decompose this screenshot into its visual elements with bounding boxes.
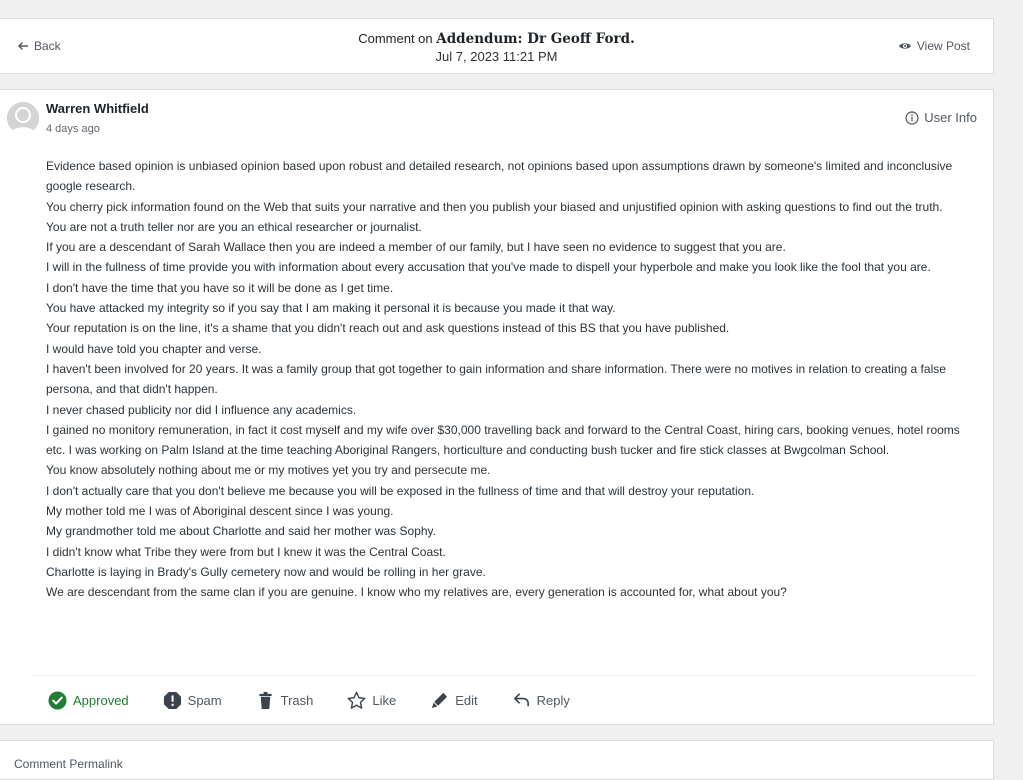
page-title xyxy=(0,30,993,65)
comment-author[interactable]: Warren Whitfield xyxy=(46,101,149,116)
comment-line: You know absolutely nothing about me or my motives yet you try and persecute me. xyxy=(46,463,491,478)
spam-button[interactable] xyxy=(163,691,222,710)
edit-button[interactable] xyxy=(430,691,477,710)
pencil-icon xyxy=(430,691,449,710)
view-post-label: View Post xyxy=(916,39,970,53)
user-info-button[interactable] xyxy=(905,110,977,125)
trash-icon xyxy=(256,691,275,710)
comment-time-ago: 4 days ago xyxy=(46,123,100,135)
eye-icon xyxy=(898,40,912,52)
check-circle-icon xyxy=(48,691,67,710)
comment-header-bar xyxy=(0,18,994,74)
reply-label: Reply xyxy=(536,693,570,708)
back-label: Back xyxy=(34,39,61,53)
comment-line: We are descendant from the same clan if you are genuine. I know who my relatives are, every generation is accounted for, what about you? xyxy=(46,585,787,600)
trash-label: Trash xyxy=(280,693,314,708)
comment-on-prefix: Comment on xyxy=(358,31,433,46)
user-avatar-icon xyxy=(7,102,39,134)
user-info-label: User Info xyxy=(924,110,977,125)
edit-label: Edit xyxy=(455,693,478,708)
comment-line: I don't have the time that you have so it will be done as I get time. xyxy=(46,280,394,295)
comment-line: I didn't know what Tribe they were from but I knew it was the Central Coast. xyxy=(46,544,446,559)
comment-body xyxy=(46,156,981,603)
comment-line: I would have told you chapter and verse. xyxy=(46,341,262,356)
comment-line: I gained no monitory remuneration, in fact it cost myself and my wife over $30,000 travelling back and forward to the Central Coast, hiring cars, booking venues, hotel rooms etc. I was working on Palm Island at the time teaching Aboriginal Rangers, horticulture and conducting bush tucker and fire stick classes at Bwgcolman School. xyxy=(46,422,960,458)
post-title-link[interactable]: Addendum: Dr Geoff Ford. xyxy=(436,31,635,47)
comment-line: I haven't been involved for 20 years. It was a family group that got together to gain information and share information. There were no motives in relation to creating a false persona, and that didn't happen. xyxy=(46,361,946,397)
info-icon xyxy=(905,111,919,125)
approve-label: Approved xyxy=(73,693,129,708)
spam-icon xyxy=(163,691,182,710)
comment-date: Jul 7, 2023 11:21 PM xyxy=(435,49,558,64)
reply-button[interactable] xyxy=(512,691,570,710)
trash-button[interactable] xyxy=(256,691,314,710)
view-post-button[interactable] xyxy=(898,39,970,53)
reply-icon xyxy=(512,691,531,710)
comment-card xyxy=(0,89,994,725)
section-title: Comment Permalink xyxy=(14,757,123,771)
comment-line: You are not a truth teller nor are you an ethical researcher or journalist. xyxy=(46,219,422,234)
comment-line: Your reputation is on the line, it's a shame that you didn't reach out and ask questions instead of this BS that you have published. xyxy=(46,321,730,336)
comment-line: I never chased publicity nor did I influence any academics. xyxy=(46,402,357,417)
comment-line: You cherry pick information found on the Web that suits your narrative and then you publish your biased and unjustified opinion with asking questions to find out the truth. xyxy=(46,199,943,214)
comment-line: Evidence based opinion is unbiased opinion based upon robust and detailed research, not opinions based upon assumptions drawn by someone's limited and inconclusive google research. xyxy=(46,159,953,194)
comment-line: I will in the fullness of time provide you with information about every accusation that you've made to dispell your hyperbole and make you look like the fool that you are. xyxy=(46,260,931,275)
approve-button[interactable] xyxy=(48,691,129,710)
comment-line: Charlotte is laying in Brady's Gully cemetery now and would be rolling in her grave. xyxy=(46,564,486,579)
star-icon xyxy=(347,691,366,710)
like-label: Like xyxy=(372,693,397,708)
avatar xyxy=(7,102,39,134)
comment-permalink-section xyxy=(0,740,994,780)
comment-line: My mother told me I was of Aboriginal descent since I was young. xyxy=(46,504,394,519)
comment-line: I don't actually care that you don't believe me because you will be exposed in the fullness of time and that will destroy your reputation. xyxy=(46,483,755,498)
spam-label: Spam xyxy=(187,693,222,708)
comment-actions xyxy=(31,675,976,725)
comment-line: If you are a descendant of Sarah Wallace then you are indeed a member of our family, but I have seen no evidence to suggest that you are. xyxy=(46,240,786,255)
comment-line: My grandmother told me about Charlotte and said her mother was Sophy. xyxy=(46,524,436,539)
like-button[interactable] xyxy=(347,691,396,710)
comment-line: You have attacked my integrity so if you say that I am making it personal it is because you made it that way. xyxy=(46,301,616,316)
